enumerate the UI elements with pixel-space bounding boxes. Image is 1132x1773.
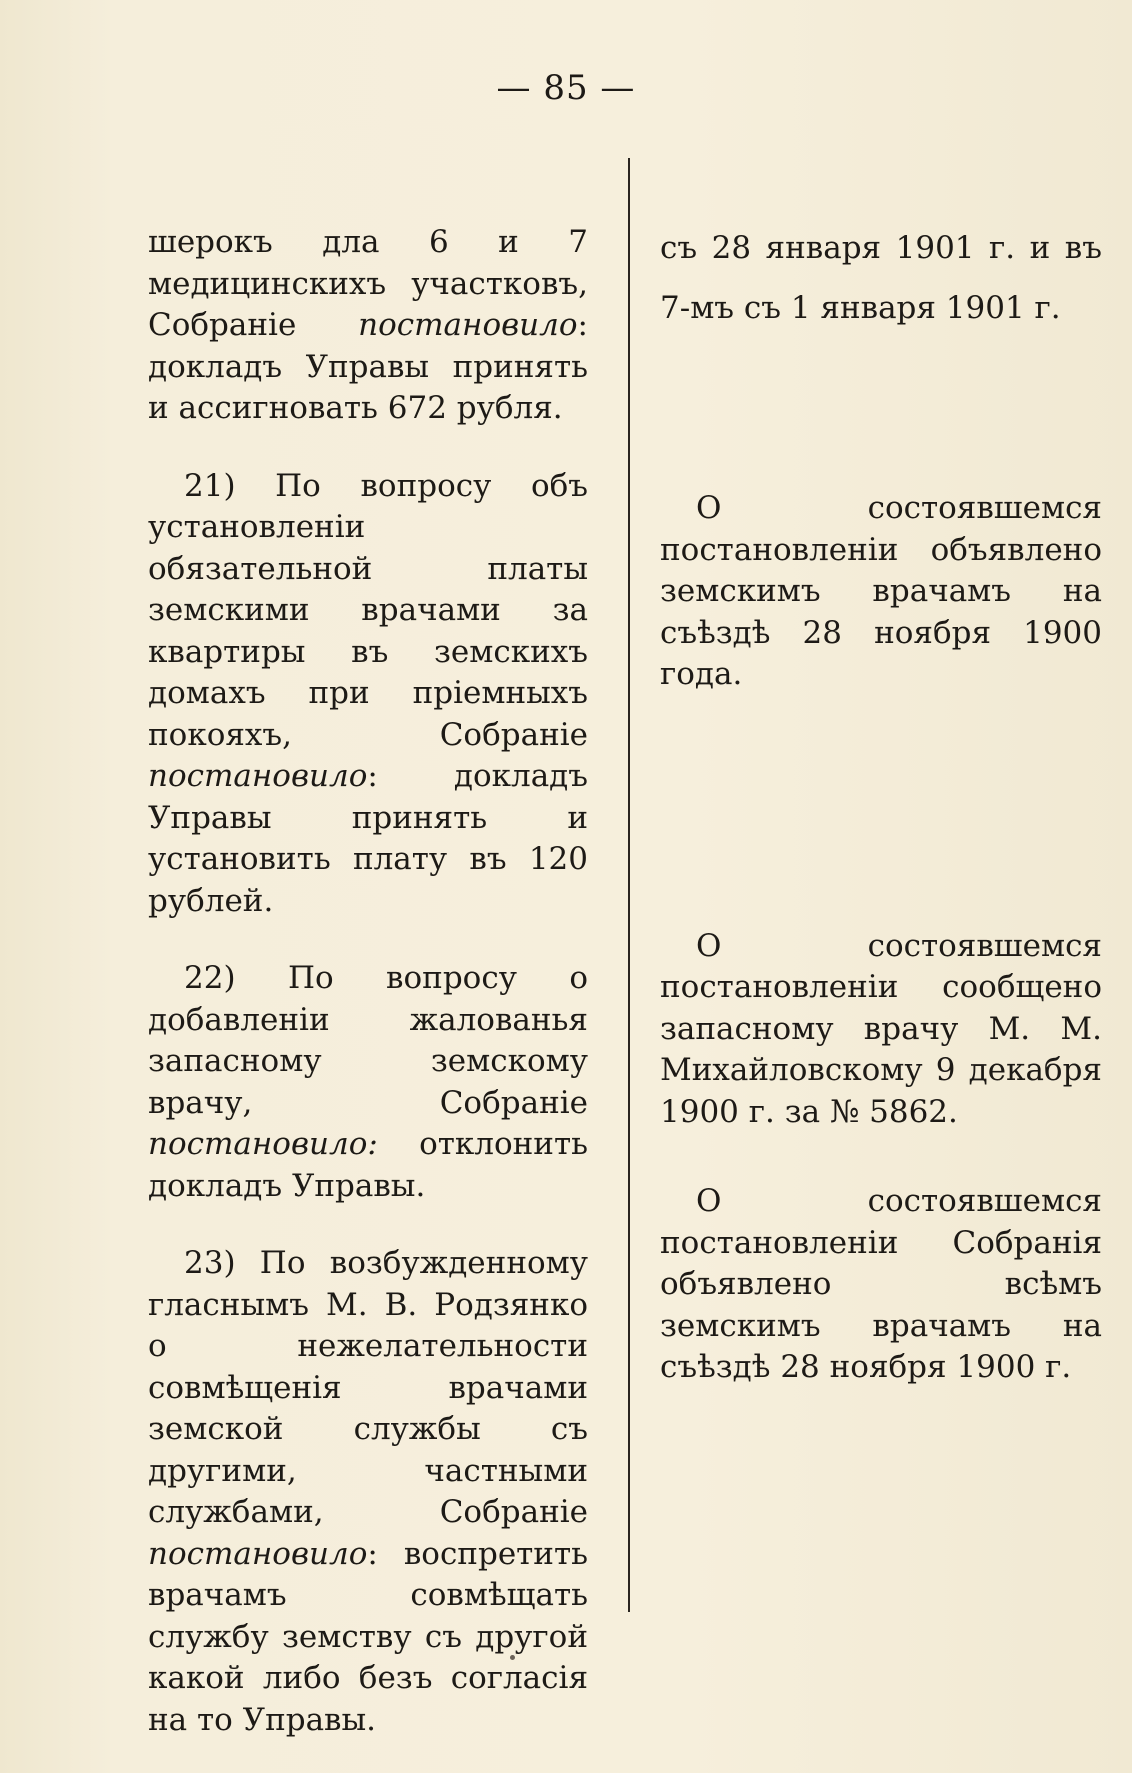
italic-term: постановило bbox=[358, 307, 578, 343]
right-column bbox=[660, 218, 1102, 1389]
note-23: О состоявшемся постановленіи Собранія объявлено всѣмъ земскимъ врачамъ на съѣздѣ 28 ноября 1900 г. bbox=[660, 1183, 1102, 1385]
paragraph-text: 23) По возбужденному гласнымъ М. В. Родзянко о нежелательности совмѣщенія врачами земской службы съ другими, частными службами, Собраніе bbox=[148, 1245, 588, 1530]
page-number: — 85 — bbox=[496, 68, 636, 108]
italic-term: постановило bbox=[148, 758, 368, 794]
paragraph-text: шерокъ дла 6 и 7 медицинскихъ участковъ, Собраніе bbox=[148, 224, 588, 343]
paragraph-text: 21) По вопросу объ установленіи обязательной платы земскими врачами за квартиры въ земскихъ домахъ при пріемныхъ покояхъ, Собраніе bbox=[148, 467, 588, 753]
column-divider bbox=[628, 158, 630, 1612]
paragraph-21 bbox=[148, 466, 588, 923]
paragraph-continuation bbox=[148, 222, 588, 430]
paragraph-22 bbox=[148, 958, 588, 1207]
note-22: О состоявшемся постановленіи сообщено запасному врачу М. М. Михайловскому 9 декабря 1900 г. за № 5862. bbox=[660, 927, 1102, 1130]
paragraph-text: отклонить докладъ Управы. bbox=[148, 1126, 588, 1204]
note-continuation: съ 28 января 1901 г. и въ 7-мъ съ 1 января 1901 г. bbox=[660, 230, 1102, 326]
paragraph-text: 22) По вопросу о добавленіи жалованья запасному земскому врачу, Собраніе bbox=[148, 960, 588, 1121]
italic-term: постановило bbox=[148, 1535, 368, 1572]
paragraph-text: : воспретить врачамъ совмѣщать службу земству съ другой какой либо безъ согласія на то Управы. bbox=[148, 1535, 588, 1738]
paragraph-text: : докладъ Управы принять и ассигновать 672 рубля. bbox=[148, 307, 588, 426]
paragraph-23 bbox=[148, 1243, 588, 1741]
italic-term: постановило: bbox=[148, 1126, 378, 1162]
note-21: О состоявшемся постановленіи объявлено земскимъ врачамъ на съѣздѣ 28 ноября 1900 года. bbox=[660, 490, 1102, 692]
left-column bbox=[148, 222, 588, 1741]
paragraph-text: : докладъ Управы принять и установить плату въ 120 рублей. bbox=[148, 758, 588, 919]
paper-speck bbox=[510, 1655, 515, 1660]
